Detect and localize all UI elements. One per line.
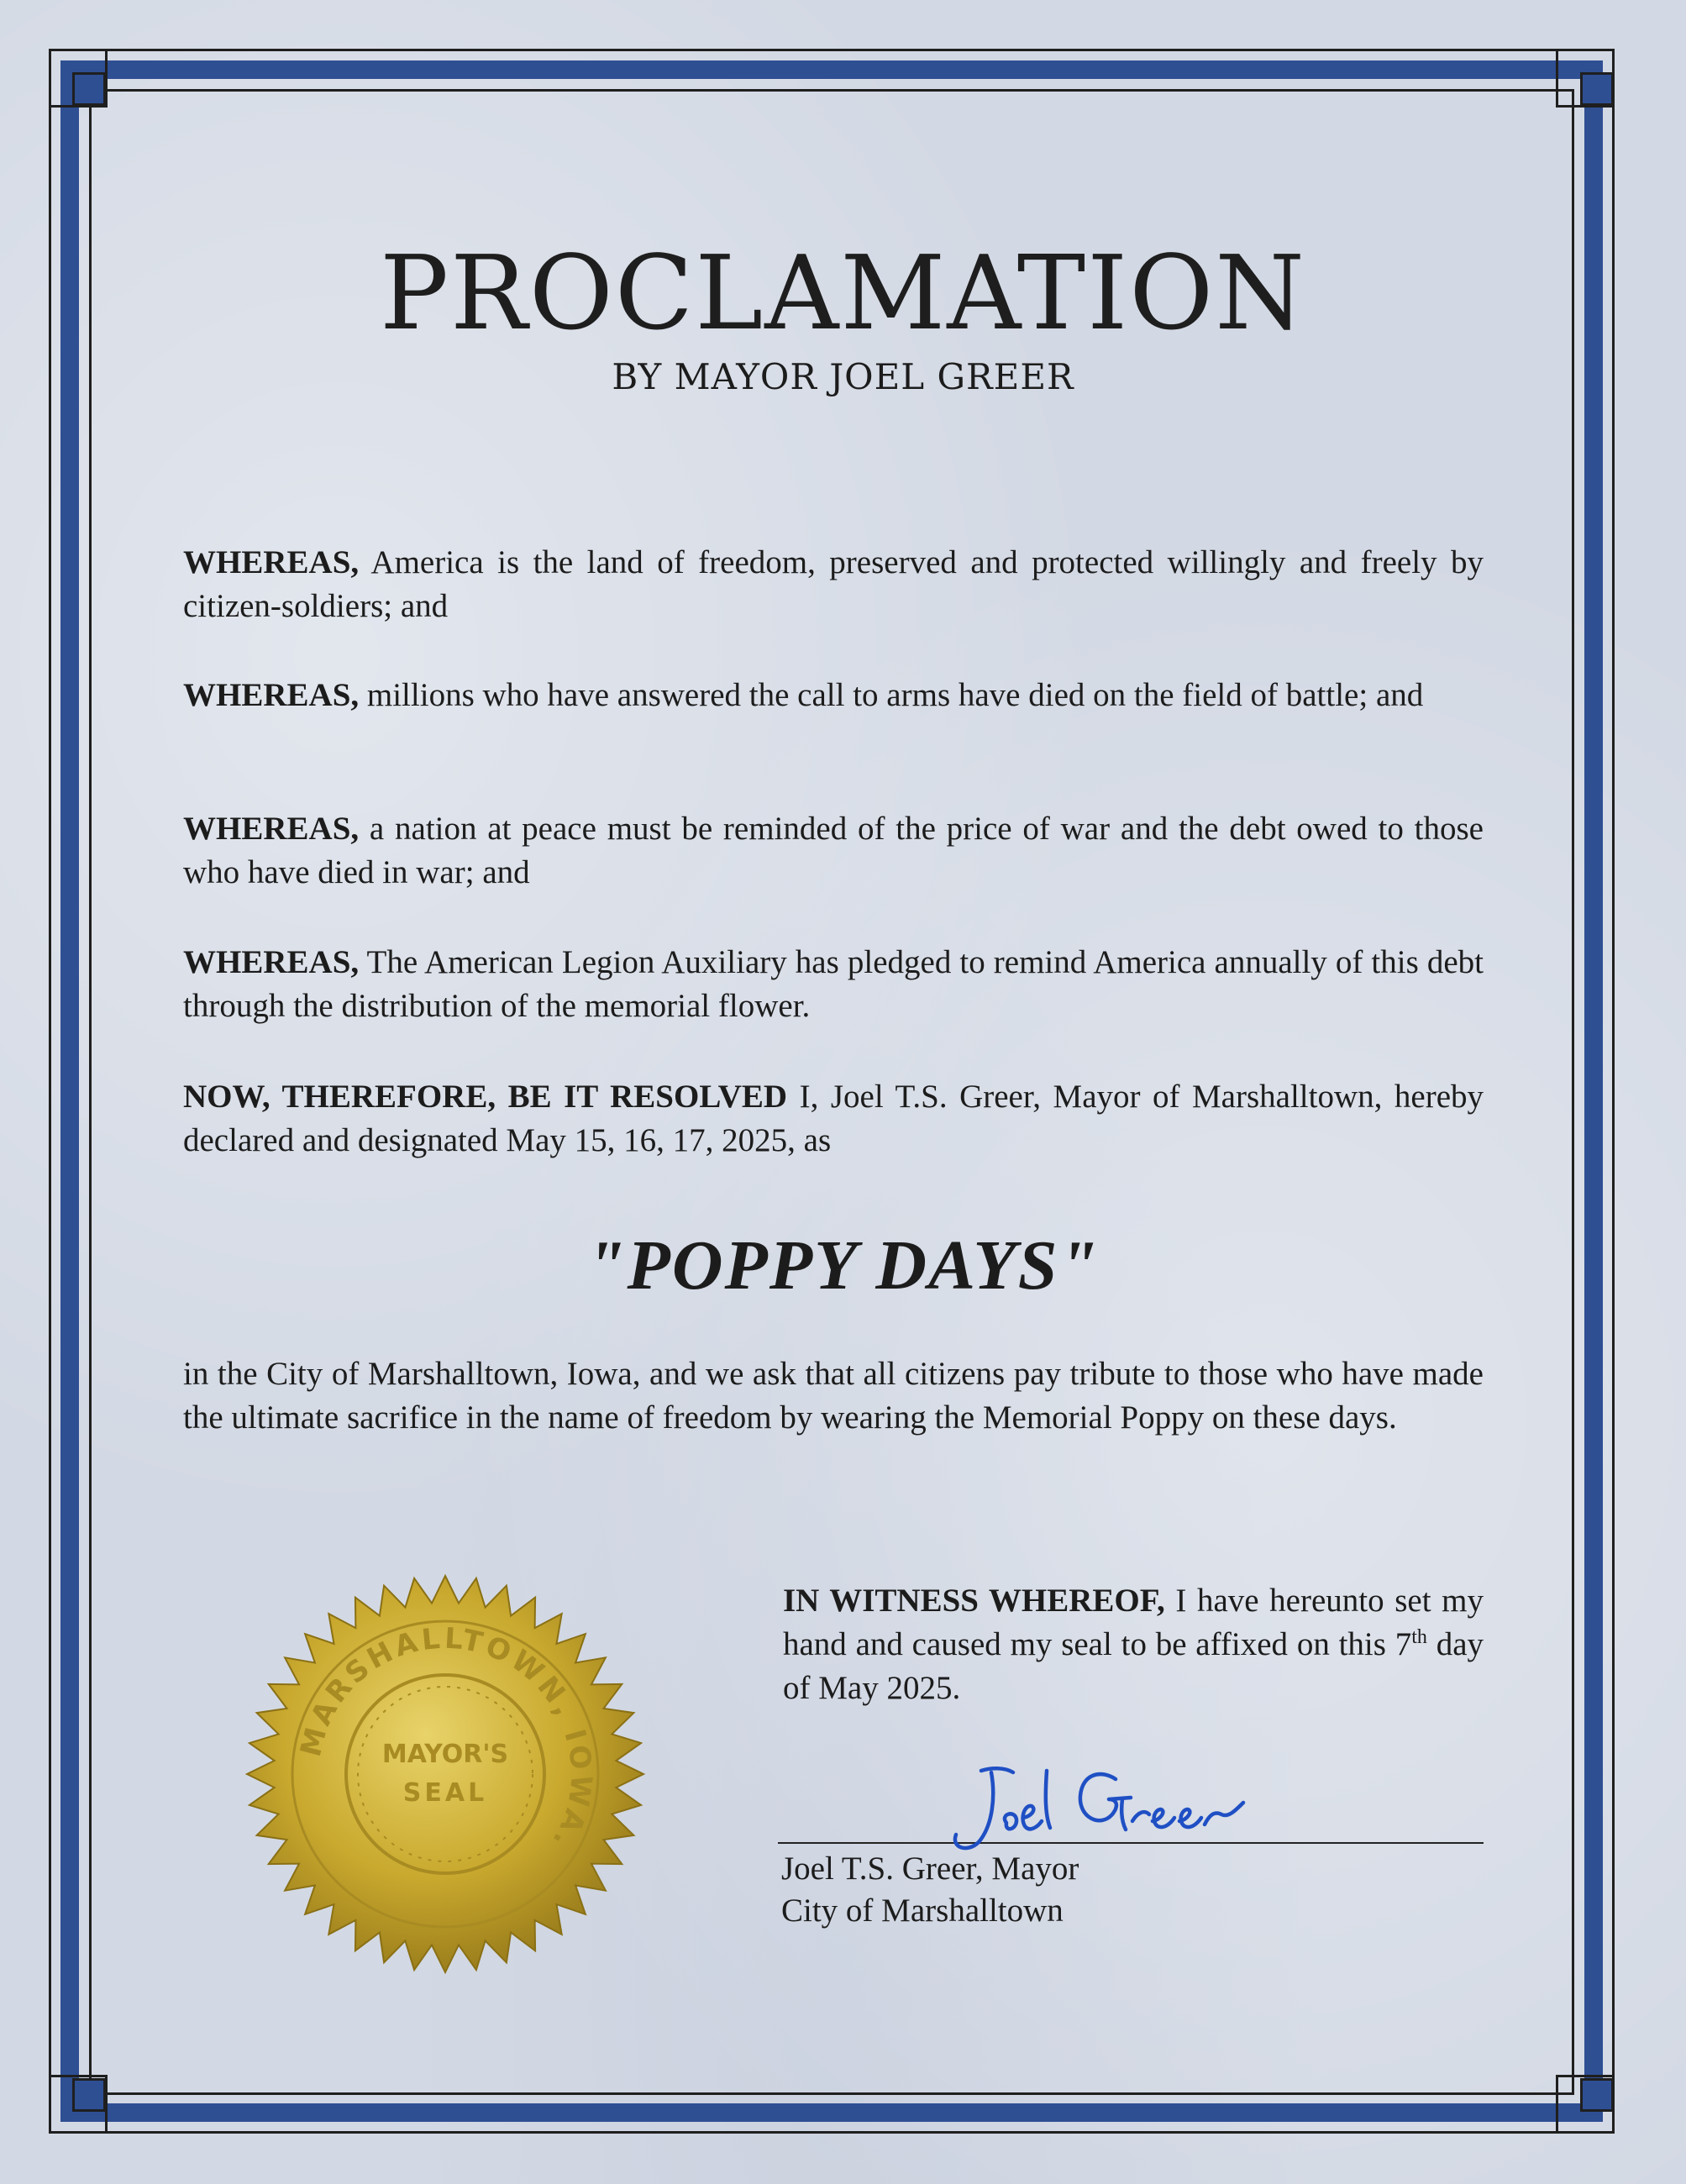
paragraph-text: millions who have answered the call to arms have died on the field of battle; and bbox=[359, 677, 1424, 713]
corner-square-top-left bbox=[72, 72, 106, 106]
designation-heading: "POPPY DAYS" bbox=[586, 1226, 1100, 1305]
witness-lead: IN WITNESS WHEREOF, bbox=[783, 1583, 1165, 1619]
witness-ordinal: th bbox=[1411, 1626, 1427, 1648]
signatory-title: City of Marshalltown bbox=[781, 1893, 1064, 1929]
witness-text-end: day of May 2025. bbox=[783, 1626, 1484, 1706]
paragraph-text: The American Legion Auxiliary has pledged to remind America annually of this debt through the distribution of the memorial flower. bbox=[183, 944, 1484, 1024]
page-subtitle: BY MAYOR JOEL GREER bbox=[612, 356, 1074, 397]
mayors-seal-icon bbox=[244, 1572, 647, 1976]
paragraph-text: America is the land of freedom, preserved and protected willingly and freely by citizen-soldiers; and bbox=[183, 544, 1484, 624]
page-title: PROCLAMATION bbox=[379, 234, 1307, 353]
witness-text: I have hereunto set my hand and caused my seal to be affixed on this 7 bbox=[783, 1583, 1484, 1662]
corner-square-bottom-right bbox=[1580, 2078, 1614, 2112]
seal-outer-text: MARSHALLTOWN, IOWA. bbox=[293, 1621, 599, 1857]
witness-paragraph bbox=[783, 1579, 1484, 1710]
paragraph-lead: WHEREAS, bbox=[183, 944, 360, 980]
whereas-paragraph-4 bbox=[183, 941, 1484, 1028]
resolved-paragraph bbox=[183, 1075, 1484, 1163]
whereas-paragraph-3 bbox=[183, 807, 1484, 895]
corner-square-bottom-left bbox=[72, 2078, 106, 2112]
handwritten-signature bbox=[932, 1762, 1252, 1855]
paragraph-lead: NOW, THEREFORE, BE IT RESOLVED bbox=[183, 1079, 788, 1115]
paragraph-lead: WHEREAS, bbox=[183, 677, 360, 713]
paragraph-text: I, Joel T.S. Greer, Mayor of Marshalltown, hereby declared and designated May 15, 16, 17, 2025, as bbox=[183, 1079, 1484, 1158]
paragraph-lead: WHEREAS, bbox=[183, 544, 360, 580]
seal-center-bottom: SEAL bbox=[402, 1778, 488, 1808]
closing-paragraph: in the City of Marshalltown, Iowa, and we ask that all citizens pay tribute to those who have made the ultimate sacrifice in the name of freedom by wearing the Memorial Poppy on these days. bbox=[183, 1356, 1484, 1436]
paragraph-text: a nation at peace must be reminded of the price of war and the debt owed to those who have died in war; and bbox=[183, 811, 1484, 890]
seal-center-top: MAYOR'S bbox=[381, 1740, 509, 1769]
paragraph-lead: WHEREAS, bbox=[183, 811, 360, 847]
whereas-paragraph-2 bbox=[183, 674, 1484, 717]
signatory-name: Joel T.S. Greer, Mayor bbox=[781, 1851, 1079, 1887]
whereas-paragraph-1 bbox=[183, 541, 1484, 628]
corner-square-top-right bbox=[1580, 72, 1614, 106]
